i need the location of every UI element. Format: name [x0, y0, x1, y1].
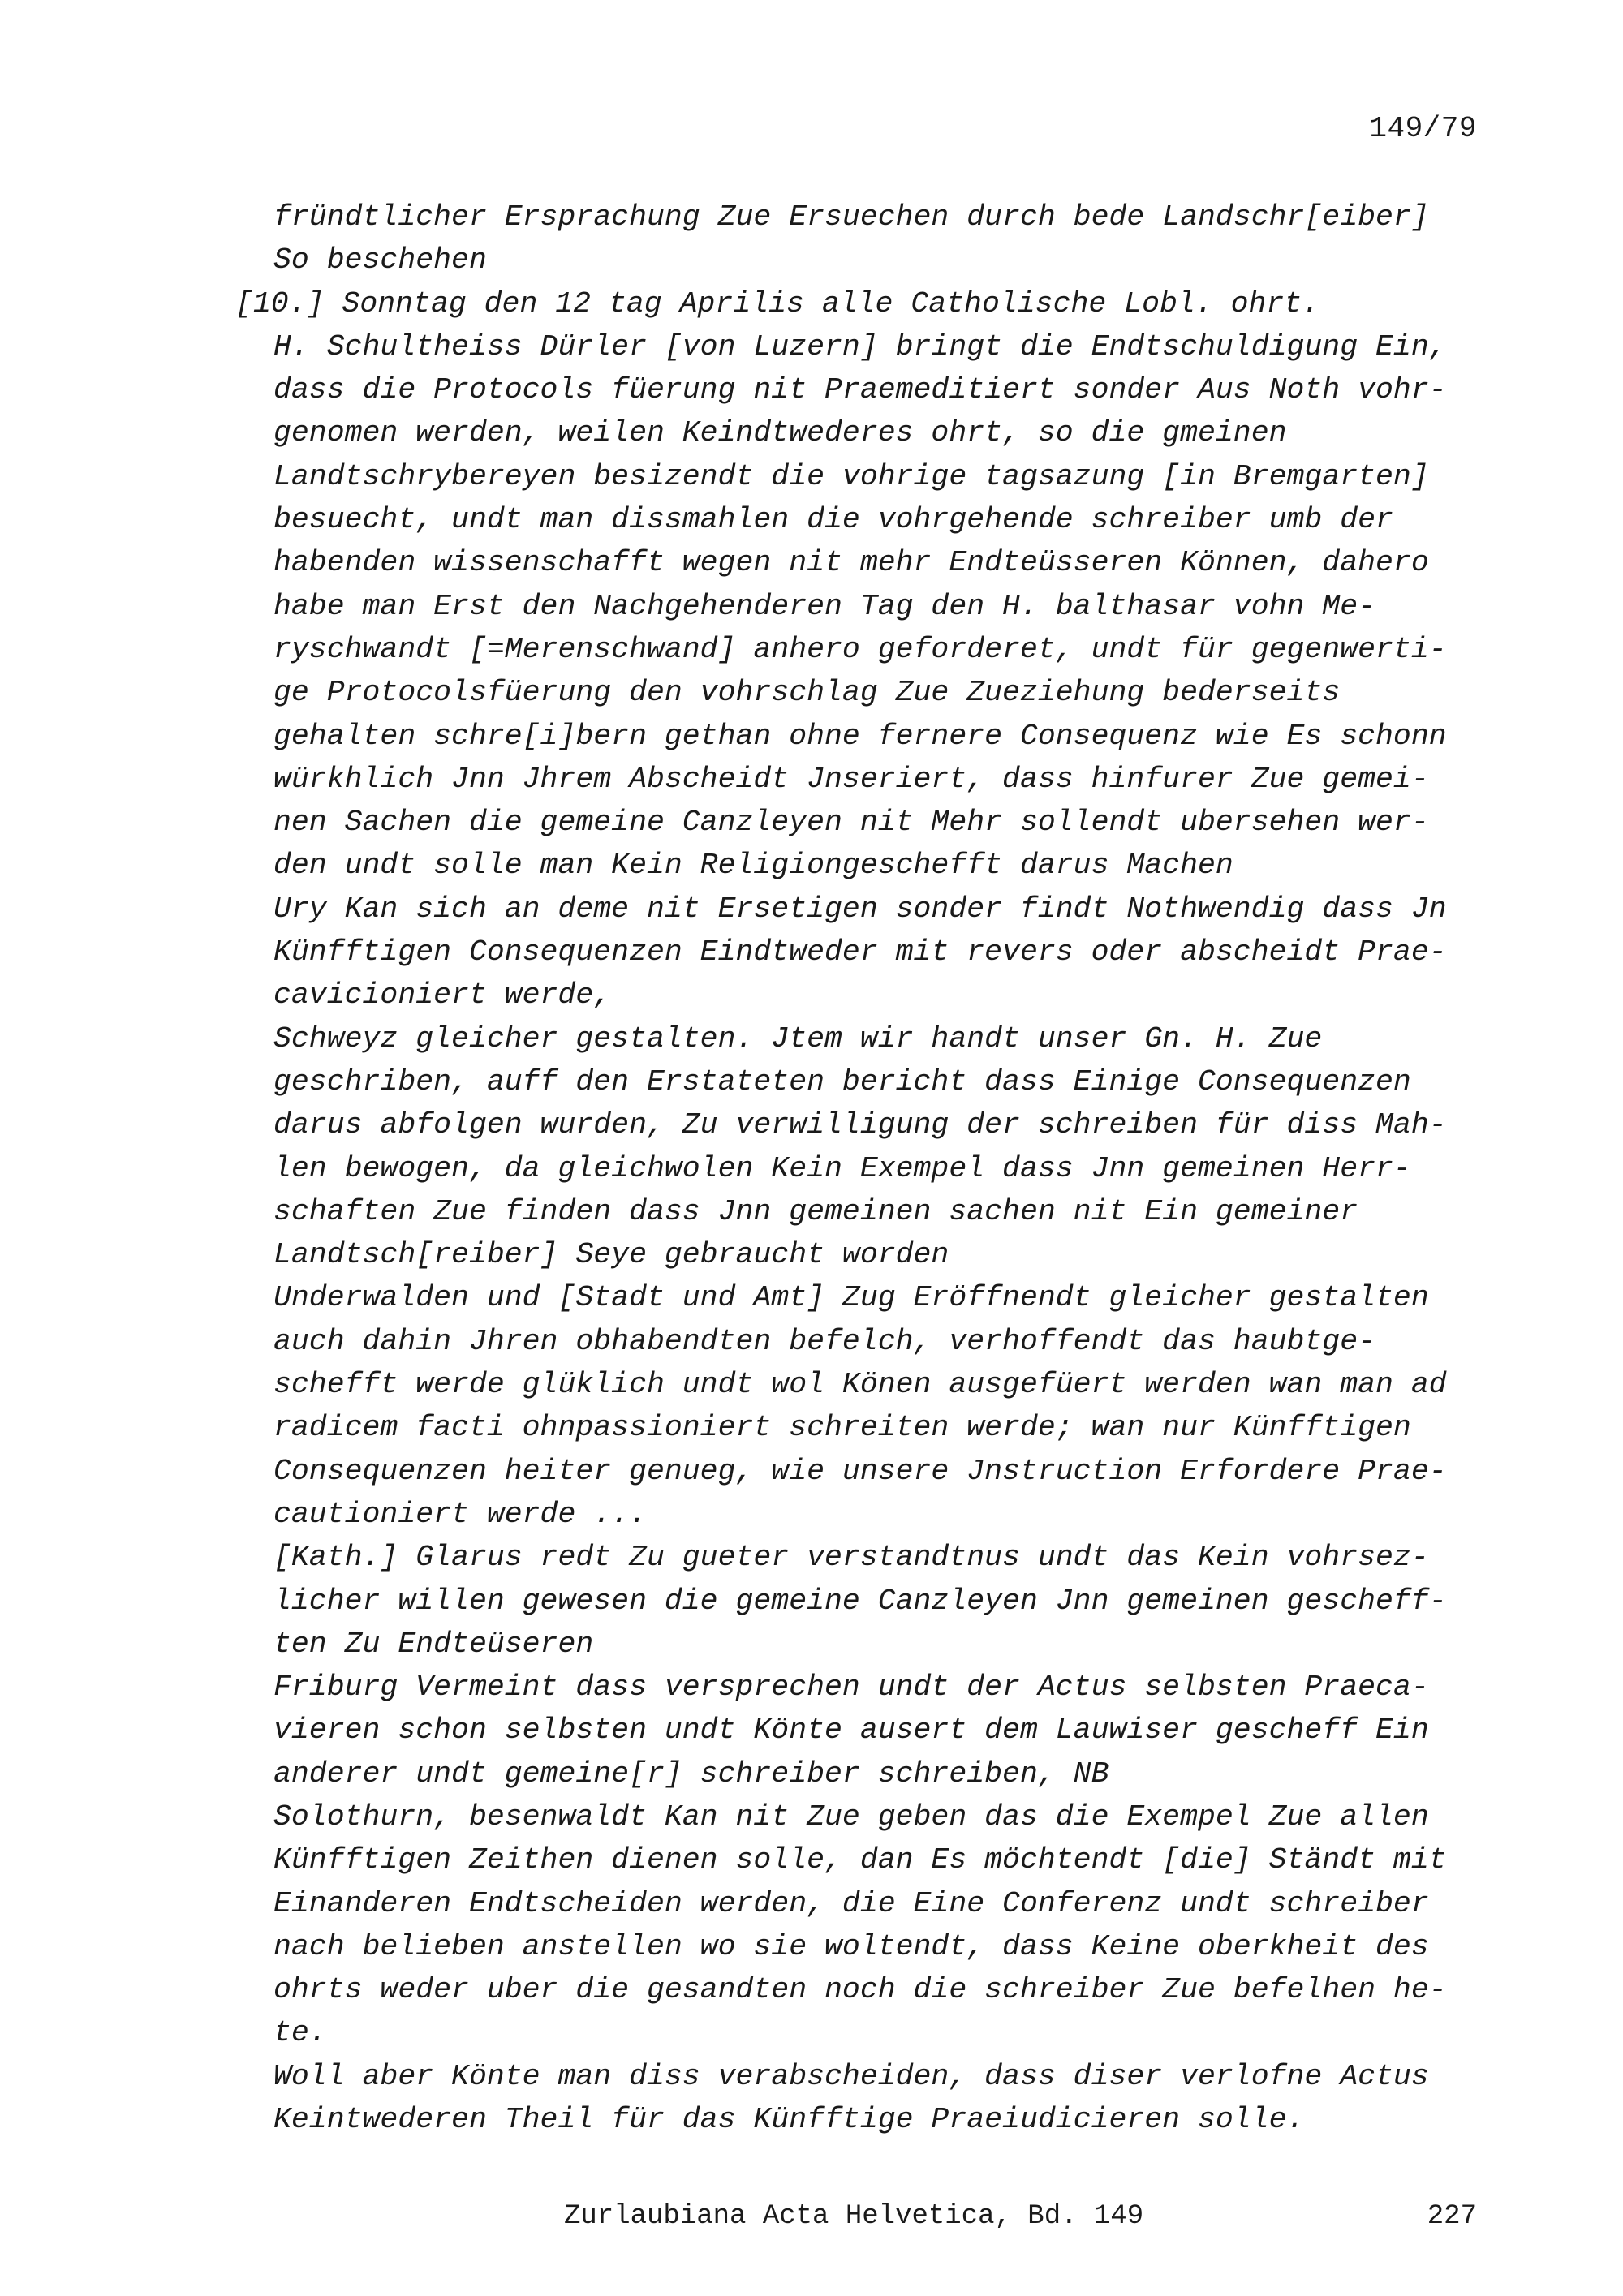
text-line: So beschehen [273, 243, 487, 277]
text-line: habenden wissenschafft wegen nit mehr Endteüsseren Können, dahero [273, 546, 1429, 580]
text-line: cautioniert werde ... [273, 1497, 647, 1531]
text-line: auch dahin Jhren obhabendten befelch, verhoffendt das haubtge- [273, 1324, 1376, 1358]
text-line: ohrts weder uber die gesandten noch die schreiber Zue befelhen he- [273, 1973, 1447, 2007]
text-line: te. [273, 2016, 327, 2050]
text-line: Consequenzen heiter genueg, wie unsere Jnstruction Erfordere Prae- [273, 1454, 1447, 1488]
text-line: nach belieben anstellen wo sie woltendt, dass Keine oberkheit des [273, 1929, 1429, 1963]
text-line: nen Sachen die gemeine Canzleyen nit Mehr sollendt ubersehen wer- [273, 806, 1429, 840]
text-line: geschriben, auff den Erstateten bericht dass Einige Consequenzen [273, 1064, 1411, 1099]
text-line: Künfftigen Consequenzen Eindtweder mit revers oder abscheidt Prae- [273, 935, 1447, 970]
text-line: [Kath.] Glarus redt Zu gueter verstandtnus undt das Kein vohrsez- [273, 1541, 1429, 1575]
text-line: ryschwandt [=Merenschwand] anhero geforderet, undt für gegenwerti- [273, 632, 1447, 666]
text-line: Friburg Vermeint dass versprechen undt der Actus selbsten Praeca- [273, 1670, 1429, 1705]
text-line: Einanderen Endtscheiden werden, die Eine Conferenz undt schreiber [273, 1886, 1429, 1920]
text-line: len bewogen, da gleichwolen Kein Exempel dass Jnn gemeinen Herr- [273, 1151, 1411, 1185]
text-line: ge Protocolsfüerung den vohrschlag Zue Zueziehung bederseits [273, 676, 1341, 710]
text-line: Schweyz gleicher gestalten. Jtem wir handt unser Gn. H. Zue [273, 1021, 1323, 1056]
text-line: den undt solle man Kein Religiongeschefft darus Machen [273, 849, 1233, 883]
text-line: darus abfolgen wurden, Zu verwilligung der schreiben für diss Mah- [273, 1108, 1447, 1142]
text-line: licher willen gewesen die gemeine Canzleyen Jnn gemeinen gescheff- [273, 1584, 1447, 1618]
page-reference: 149/79 [1369, 112, 1477, 145]
text-line: gehalten schre[i]bern gethan ohne fernere Consequenz wie Es schonn [273, 719, 1447, 753]
text-line: vieren schon selbsten undt Könte ausert dem Lauwiser gescheff Ein [273, 1713, 1429, 1748]
footer-title: Zurlaubiana Acta Helvetica, Bd. 149 [564, 2201, 1144, 2232]
section-heading: [10.] Sonntag den 12 tag Aprilis alle Catholische Lobl. ohrt. [235, 286, 1320, 320]
text-line: Woll aber Könte man diss verabscheiden, dass diser verlofne Actus [273, 2059, 1429, 2093]
text-line: Landtsch[reiber] Seye gebraucht worden [273, 1238, 949, 1272]
text-line: genomen werden, weilen Keindtwederes ohrt, so die gmeinen [273, 416, 1287, 450]
text-line: habe man Erst den Nachgehenderen Tag den H. balthasar vohn Me- [273, 589, 1376, 623]
text-line: Underwalden und [Stadt und Amt] Zug Eröffnendt gleicher gestalten [273, 1281, 1429, 1315]
text-line: H. Schultheiss Dürler [von Luzern] bringt die Endtschuldigung Ein, [273, 329, 1447, 363]
text-line: Solothurn, besenwaldt Kan nit Zue geben das die Exempel Zue allen [273, 1799, 1429, 1834]
footer-page-number: 227 [1427, 2201, 1477, 2232]
document-body [0, 196, 1623, 2141]
text-line: Künfftigen Zeithen dienen solle, dan Es möchtendt [die] Ständt mit [273, 1843, 1447, 1877]
text-line: schaften Zue finden dass Jnn gemeinen sachen nit Ein gemeiner [273, 1194, 1358, 1228]
text-line: dass die Protocols füerung nit Praemeditiert sonder Aus Noth vohr- [273, 373, 1447, 407]
text-line: cavicioniert werde, [273, 978, 612, 1013]
text-line: ten Zu Endteüseren [273, 1627, 594, 1661]
text-line: Keintwederen Theil für das Künfftige Praeiudicieren solle. [273, 2103, 1305, 2137]
text-line: fründtlicher Ersprachung Zue Ersuechen durch bede Landschr[eiber] [273, 200, 1429, 234]
text-line: Ury Kan sich an deme nit Ersetigen sonder findt Nothwendig dass Jn [273, 892, 1447, 926]
text-line: Landtschrybereyen besizendt die vohrige tagsazung [in Bremgarten] [273, 459, 1429, 493]
text-line: schefft werde glüklich undt wol Könen ausgefüert werden wan man ad [273, 1368, 1447, 1402]
text-line: besuecht, undt man dissmahlen die vohrgehende schreiber umb der [273, 503, 1393, 537]
text-line: würkhlich Jnn Jhrem Abscheidt Jnseriert, dass hinfurer Zue gemei- [273, 762, 1429, 796]
text-line: radicem facti ohnpassioniert schreiten werde; wan nur Künfftigen [273, 1411, 1411, 1445]
text-line: anderer undt gemeine[r] schreiber schreiben, NB [273, 1756, 1109, 1791]
